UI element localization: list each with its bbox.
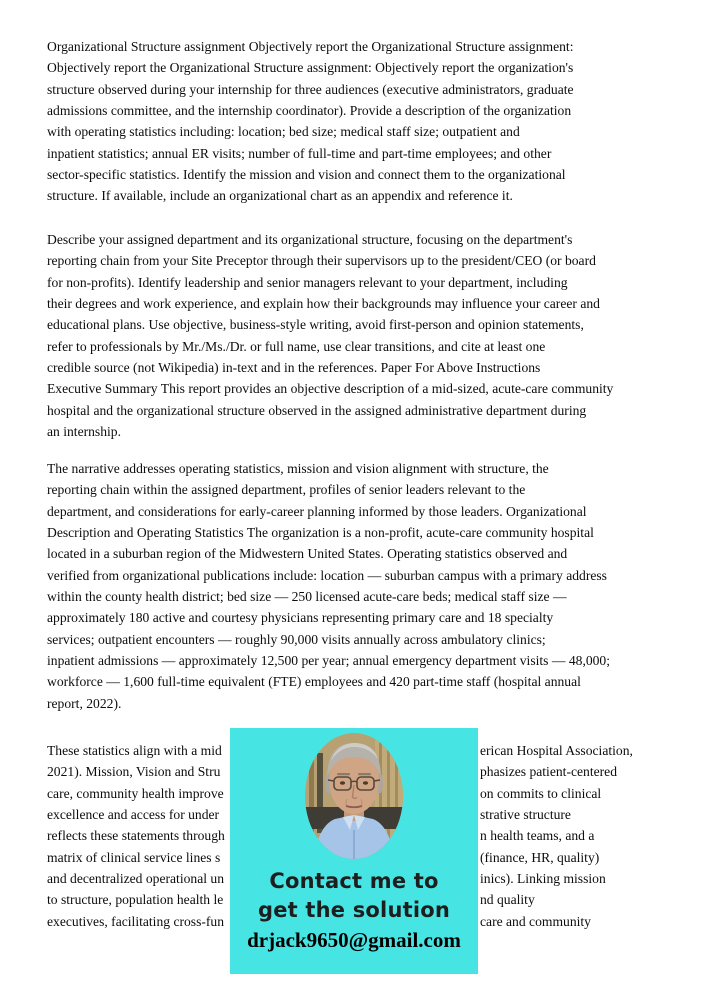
text-fragment-left: and decentralized operational un: [47, 871, 225, 887]
text-line: inpatient statistics; annual ER visits; number of full-time and part-time employees; and other: [47, 145, 552, 161]
text-fragment-right: nd quality: [480, 892, 535, 908]
text-fragment-left: executives, facilitating cross-fun: [47, 913, 225, 929]
text-line: admissions committee, and the internship coordinator). Provide a description of the organization: [47, 103, 572, 119]
portrait-photo: [305, 733, 403, 859]
text-line: located in a suburban region of the Midwestern United States. Operating statistics observed and: [47, 546, 568, 562]
solution-promo-card: [230, 728, 478, 974]
text-fragment-left: excellence and access for under: [47, 807, 220, 823]
text-line: services; outpatient encounters — roughly 90,000 visits annually across ambulatory clinics;: [47, 631, 546, 647]
text-line: reporting chain from your Site Preceptor through their supervisors up to the president/CEO (or board: [47, 253, 596, 269]
text-fragment-right: care and community: [480, 913, 591, 929]
text-line: reporting chain within the assigned department, profiles of senior leaders relevant to the: [47, 482, 526, 498]
text-fragment-left: reflects these statements through: [47, 828, 225, 844]
promo-heading-line2: get the solution: [257, 898, 451, 922]
text-line: sector-specific statistics. Identify the mission and vision and connect them to the organizational: [47, 167, 566, 183]
text-line: Describe your assigned department and its organizational structure, focusing on the department's: [47, 232, 573, 247]
text-fragment-right: n health teams, and a: [480, 828, 595, 844]
text-fragment-left: matrix of clinical service lines s: [47, 849, 221, 865]
text-line: Organizational Structure assignment Objectively report the Organizational Structure assignment:: [47, 39, 574, 54]
text-line: for non-profits). Identify leadership and senior managers relevant to your department, including: [47, 274, 568, 290]
promo-heading: [258, 867, 450, 925]
text-line: Description and Operating Statistics The organization is a non-profit, acute-care community hospital: [47, 525, 594, 541]
text-line: Executive Summary This report provides an objective description of a mid-sized, acute-care community: [47, 381, 614, 397]
paragraph: [47, 229, 613, 442]
text-line: an internship.: [47, 424, 121, 440]
text-line: verified from organizational publications include: location — suburban campus with a primary address: [47, 567, 607, 583]
text-fragment-right: on commits to clinical: [480, 785, 602, 801]
text-line: inpatient admissions — approximately 12,500 per year; annual emergency department visits — 48,000;: [47, 653, 611, 669]
text-line: their degrees and work experience, and explain how their backgrounds may influence your career and: [47, 296, 600, 312]
text-fragment-right: phasizes patient-centered: [480, 764, 617, 780]
paragraph: [47, 458, 610, 714]
text-fragment-left: care, community health improve: [47, 785, 224, 801]
text-line: department, and considerations for early-career planning informed by those leaders. Organizational: [47, 503, 587, 519]
text-line: approximately 180 active and courtesy physicians representing primary care and 18 specialty: [47, 610, 554, 626]
text-line: workforce — 1,600 full-time equivalent (FTE) employees and 420 part-time staff (hospital annual: [47, 674, 581, 690]
text-line: hospital and the organizational structure observed in the assigned administrative department during: [47, 402, 587, 418]
text-line: structure. If available, include an organizational chart as an appendix and reference it.: [47, 188, 513, 204]
text-line: educational plans. Use objective, business-style writing, avoid first-person and opinion statements,: [47, 317, 584, 333]
text-line: Objectively report the Organizational Structure assignment: Objectively report the organization's: [47, 60, 574, 76]
text-line: report, 2022).: [47, 695, 122, 711]
text-fragment-left: These statistics align with a mid: [47, 743, 222, 758]
paragraph: [47, 36, 574, 207]
text-line: credible source (not Wikipedia) in-text and in the references. Paper For Above Instructions: [47, 360, 541, 376]
promo-heading-line1: Contact me to: [269, 869, 439, 893]
text-fragment-left: to structure, population health le: [47, 892, 224, 908]
text-line: refer to professionals by Mr./Ms./Dr. or full name, use clear transitions, and cite at least one: [47, 338, 546, 354]
text-fragment-right: strative structure: [480, 807, 571, 823]
text-line: structure observed during your internship for three audiences (executive administrators, graduate: [47, 81, 574, 97]
text-line: The narrative addresses operating statistics, mission and vision alignment with structure, the: [47, 461, 549, 476]
text-fragment-right: (finance, HR, quality): [480, 849, 600, 865]
text-line: within the county health district; bed size — 250 licensed acute-care beds; medical staff size —: [47, 589, 567, 605]
text-fragment-left: 2021). Mission, Vision and Stru: [47, 764, 221, 780]
text-fragment-right: erican Hospital Association,: [480, 743, 633, 758]
contact-email: drjack9650@gmail.com: [247, 928, 461, 952]
text-fragment-right: inics). Linking mission: [480, 871, 606, 887]
text-line: with operating statistics including: location; bed size; medical staff size; outpatient and: [47, 124, 520, 140]
